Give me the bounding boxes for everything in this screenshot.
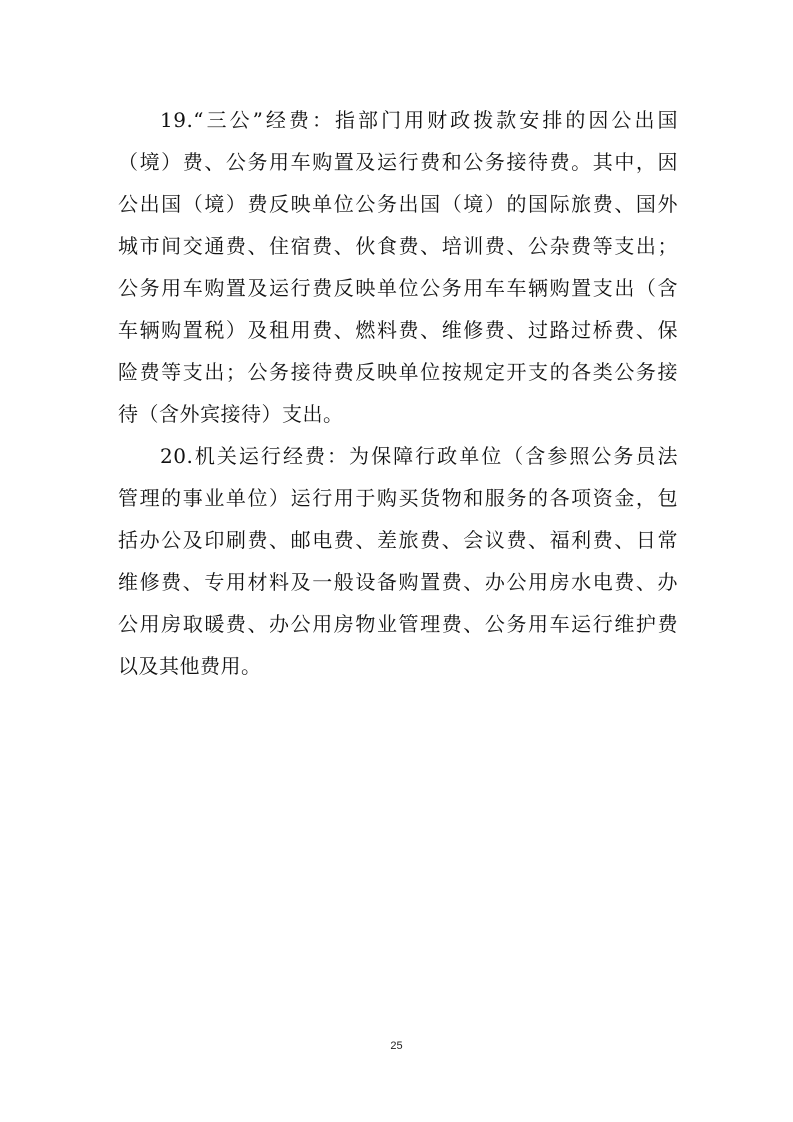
- paragraph-line: 维修费、专用材料及一般设备购置费、办公用房水电费、办: [118, 570, 678, 594]
- page-number: 25: [390, 1040, 403, 1052]
- paragraph-line: 公出国（境）费反映单位公务出国（境）的国际旅费、国外: [118, 192, 678, 216]
- paragraph-line: 括办公及印刷费、邮电费、差旅费、会议费、福利费、日常: [118, 528, 678, 552]
- paragraph-line: 公务用车购置及运行费反映单位公务用车车辆购置支出（含: [118, 276, 678, 300]
- paragraph-line: 19.“三公”经费：指部门用财政拨款安排的因公出国: [160, 108, 678, 132]
- paragraph-line: 公用房取暖费、办公用房物业管理费、公务用车运行维护费: [118, 612, 678, 636]
- paragraph-line: （境）费、公务用车购置及运行费和公务接待费。其中，因: [118, 150, 678, 174]
- paragraph-line: 以及其他费用。: [118, 654, 262, 678]
- paragraph-line: 20.机关运行经费：为保障行政单位（含参照公务员法: [160, 444, 678, 468]
- paragraph-line: 车辆购置税）及租用费、燃料费、维修费、过路过桥费、保: [118, 318, 678, 342]
- paragraph-line: 管理的事业单位）运行用于购买货物和服务的各项资金，包: [118, 486, 678, 510]
- paragraph-line: 险费等支出；公务接待费反映单位按规定开支的各类公务接: [118, 360, 678, 384]
- paragraph-line: 城市间交通费、住宿费、伙食费、培训费、公杂费等支出；: [118, 234, 678, 258]
- paragraph-line: 待（含外宾接待）支出。: [118, 402, 344, 426]
